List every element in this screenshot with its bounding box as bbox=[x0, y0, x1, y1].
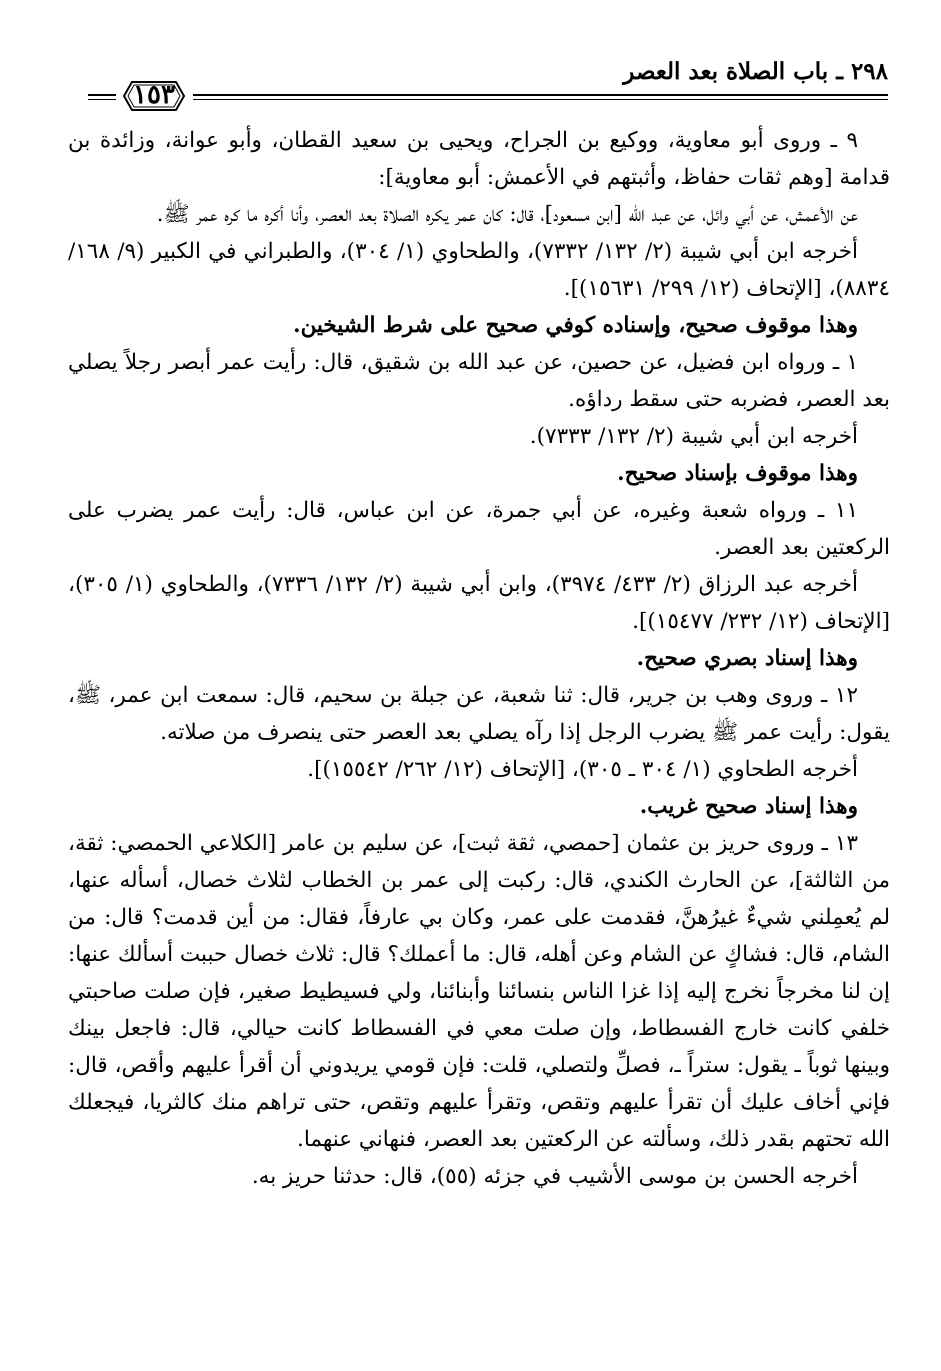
paragraph-verdict-12: وهذا إسناد صحيح غريب. bbox=[639, 794, 858, 819]
paragraph-verdict-11: وهذا إسناد بصري صحيح. bbox=[636, 646, 858, 671]
paragraph-takhrij-11: أخرجه عبد الرزاق (٢/ ٤٣٣/ ٣٩٧٤)، وابن أبي شيبة (٢/ ١٣٢/ ٧٣٣٦)، والطحاوي (١/ ٣٠٥)، [الإتحاف (١٢/ ٢٣٢/ ١٥٤٧٧)]. bbox=[68, 572, 890, 634]
page-header bbox=[88, 58, 888, 108]
page-number-badge bbox=[118, 76, 190, 116]
paragraph-verdict-10: وهذا موقوف بإسناد صحيح. bbox=[617, 461, 858, 486]
header-rule-left bbox=[88, 94, 116, 100]
paragraph-narration-12: ١٢ ـ وروى وهب بن جرير، قال: ثنا شعبة، عن جبلة بن سحيم، قال: سمعت ابن عمر، ﷺ، يقول: رأيت عمر ﷺ يضرب الرجل إذا رآه يصلي بعد العصر حتى ينصرف من صلاته. bbox=[68, 683, 890, 745]
running-title: ٢٩٨ ـ باب الصلاة بعد العصر bbox=[623, 58, 888, 85]
page-body bbox=[68, 122, 890, 1195]
paragraph-narration-13: ١٣ ـ وروى حريز بن عثمان [حمصي، ثقة ثبت]، عن سليم بن عامر [الكلاعي الحمصي: ثقة، من الثالثة]، عن الحارث الكندي، قال: ركبت إلى عمر بن الخطاب لثلاث خصال، أسأله عنها، لم يُعمِلني شيءٌ غيرُهنَّ، فقدمت على عمر، وكان بي عارفاً، فقال: من أين قدمت؟ قال: من الشام، قال: فشاكٍ عن الشام وعن أهله، قال: ما أعملك؟ قال: ثلاث خصال حببت أسألك عنها: إن لنا مخرجاً نخرج إليه إذا غزا الناس بنسائنا وأبنائنا، ولي فسيطيط صغير، فإن صلت صاحبتي خلفي كانت خارج الفسطاط، وإن صلت معي في الفسطاط كانت حيالي، قال: فاجعل بينك وبينها ثوباً ـ يقول: ستراً ـ، فصلِّ ولتصلي، قلت: فإن قومي يريدوني أن أقرأ عليهم وأقص، قال: فإني أخاف عليك أن تقرأ عليهم وتقص، وتقرأ عليهم وتقص، حتى تراهم منك كالثريا، فيجعلك الله تحتهم بقدر ذلك، وسألته عن الركعتين بعد العصر، فنهاني عنهما. bbox=[68, 831, 890, 1152]
paragraph-narration-11: ١١ ـ ورواه شعبة وغيره، عن أبي جمرة، عن ابن عباس، قال: رأيت عمر يضرب على الركعتين بعد العصر. bbox=[68, 498, 890, 560]
paragraph-takhrij-10: أخرجه ابن أبي شيبة (٢/ ١٣٢/ ٧٣٣٣). bbox=[529, 424, 858, 449]
paragraph-takhrij-9: أخرجه ابن أبي شيبة (٢/ ١٣٢/ ٧٣٣٢)، والطحاوي (١/ ٣٠٤)، والطبراني في الكبير (٩/ ١٦٨/ ٨٨٣٤)، [الإتحاف (١٢/ ٢٩٩/ ١٥٦٣١)]. bbox=[68, 239, 890, 301]
paragraph-takhrij-13: أخرجه الحسن بن موسى الأشيب في جزئه (٥٥)، قال: حدثنا حريز به. bbox=[251, 1164, 858, 1189]
paragraph-verdict-9: وهذا موقوف صحيح، وإسناده كوفي صحيح على شرط الشيخين. bbox=[293, 313, 858, 338]
page-number: ١٥٣ bbox=[133, 80, 175, 110]
paragraph-narration-10: ١ ـ ورواه ابن فضيل، عن حصين، عن عبد الله بن شقيق، قال: رأيت عمر أبصر رجلاً يصلي بعد العصر، فضربه حتى سقط رداؤه. bbox=[68, 350, 890, 412]
header-rule bbox=[193, 94, 888, 100]
paragraph-isnad-9: عن الأعمش، عن أبي وائل، عن عبد الله [ابن مسعود]، قال: كان عمر يكره الصلاة بعد العصر، وأنا أكره ما كره عمر ﷺ. bbox=[156, 202, 858, 227]
paragraph-narration-9: ٩ ـ وروى أبو معاوية، ووكيع بن الجراح، ويحيى بن سعيد القطان، وأبو عوانة، وزائدة بن قدامة [وهم ثقات حفاظ، وأثبتهم في الأعمش: أبو معاوية]: bbox=[68, 128, 890, 190]
paragraph-takhrij-12: أخرجه الطحاوي (١/ ٣٠٤ ـ ٣٠٥)، [الإتحاف (١٢/ ٢٦٢/ ١٥٥٤٢)]. bbox=[307, 757, 858, 782]
